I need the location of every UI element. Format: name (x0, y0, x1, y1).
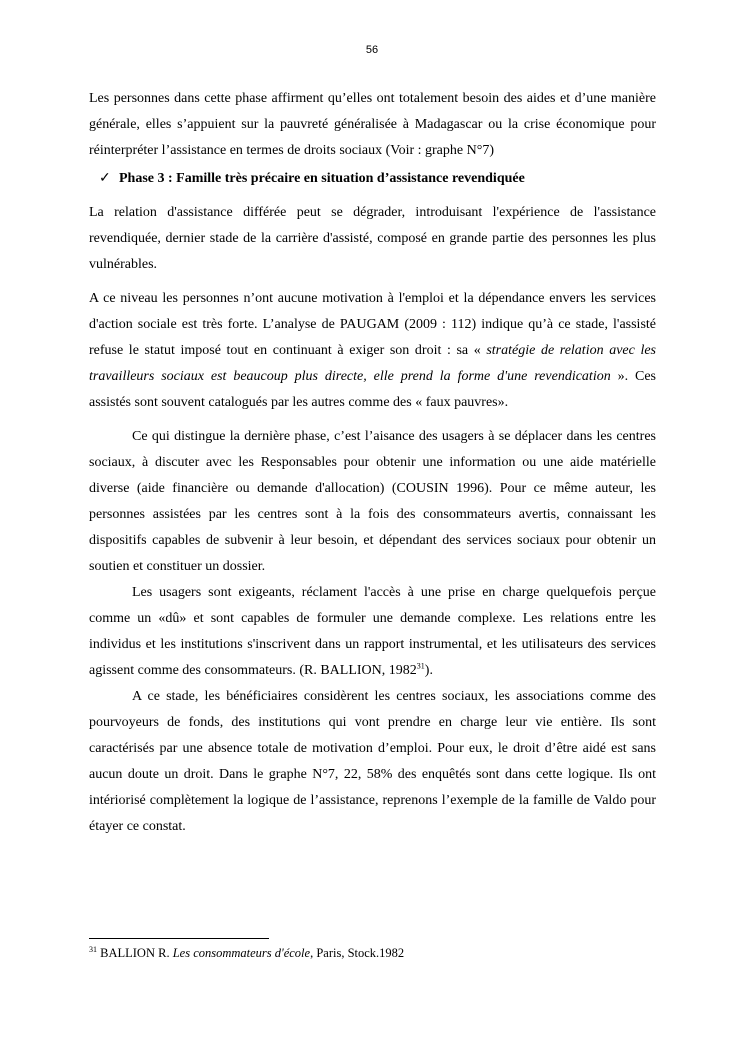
paragraph-intro: Les personnes dans cette phase affirment qu’elles ont totalement besoin des aides et d’une manière générale, elles s’appuient sur la pauvreté généralisée à Madagascar ou la crise économique pour réinterpréter l’assistance en termes de droits sociaux (Voir : graphe N°7) (89, 91, 656, 158)
checkmark-icon: ✓ (99, 171, 111, 186)
page-number: 56 (365, 44, 379, 56)
paragraph-derniere-phase: Ce qui distingue la dernière phase, c’est l’aisance des usagers à se déplacer dans les centres sociaux, à discuter avec les Responsables pour obtenir une information ou une aide matérielle diverse (aide financière ou demande d'allocation) (COUSIN 1996). Pour ce même auteur, les personnes assistées par les centres sont à la fois des consommateurs avertis, connaissant les dispositifs capables de subvenir à leur besoin, et dépendant des services sociaux pour obtenir un soutien et constituer un dossier. (89, 429, 656, 574)
footnote-number: 31 (89, 944, 97, 954)
section-heading (99, 166, 656, 192)
footnote: $^{31}$ BALLION R. Les consommateurs d'école, Paris, Stock.1982 (89, 944, 405, 960)
quote-italic: stratégie de relation avec les travailleurs sociaux est beaucoup plus directe, elle prend la forme d'une revendication (89, 343, 656, 384)
paragraph-beneficiaires: A ce stade, les bénéficiaires considèrent les centres sociaux, les associations comme des pourvoyeurs de fonds, des institutions qui vont prendre en charge leur vie entière. Ils sont caractérisés par une absence totale de motivation d’emploi. Pour eux, le droit d’être aidé est sans aucun doute un droit. Dans le graphe N°7, 22, 58% des enquêtés sont dans cette logique. Ils ont intériorisé complètement la logique de l’assistance, reprenons l’exemple de la famille de Valdo pour étayer ce constat. (89, 689, 656, 834)
paragraph-relation: La relation d'assistance différée peut se dégrader, introduisant l'expérience de l'assistance revendiquée, dernier stade de la carrière d'assisté, composé en grande partie des personnes les plus vulnérables. (89, 205, 656, 272)
footnote-title: Les consommateurs d'école (172, 946, 311, 960)
page-body (89, 86, 656, 840)
footnote-ref[interactable]: 31 (416, 661, 425, 671)
paragraph-usagers: Les usagers sont exigeants, réclament l'accès à une prise en charge quelquefois perçue comme un «dû» et sont capables de formuler une demande complexe. Les relations entre les individus et les institutions s'inscrivent dans un rapport instrumental, et les utilisateurs des services agissent comme des consommateurs. (R. BALLION, 1982$^{31}$). (89, 585, 656, 678)
footnote-separator (89, 938, 269, 939)
heading-text: Phase 3 : Famille très précaire en situation d’assistance revendiquée (119, 171, 525, 186)
paragraph-paugam: A ce niveau les personnes n’ont aucune motivation à l'emploi et la dépendance envers les services d'action sociale est très forte. L’analyse de PAUGAM (2009 : 112) indique qu’à ce stade, l'assisté refuse le statut imposé tout en continuant à exiger son droit : sa « stratégie de relation avec les travailleurs sociaux est beaucoup plus directe, elle prend la forme d'une revendication ». Ces assistés sont souvent catalogués par les autres comme des « faux pauvres». (89, 291, 656, 410)
